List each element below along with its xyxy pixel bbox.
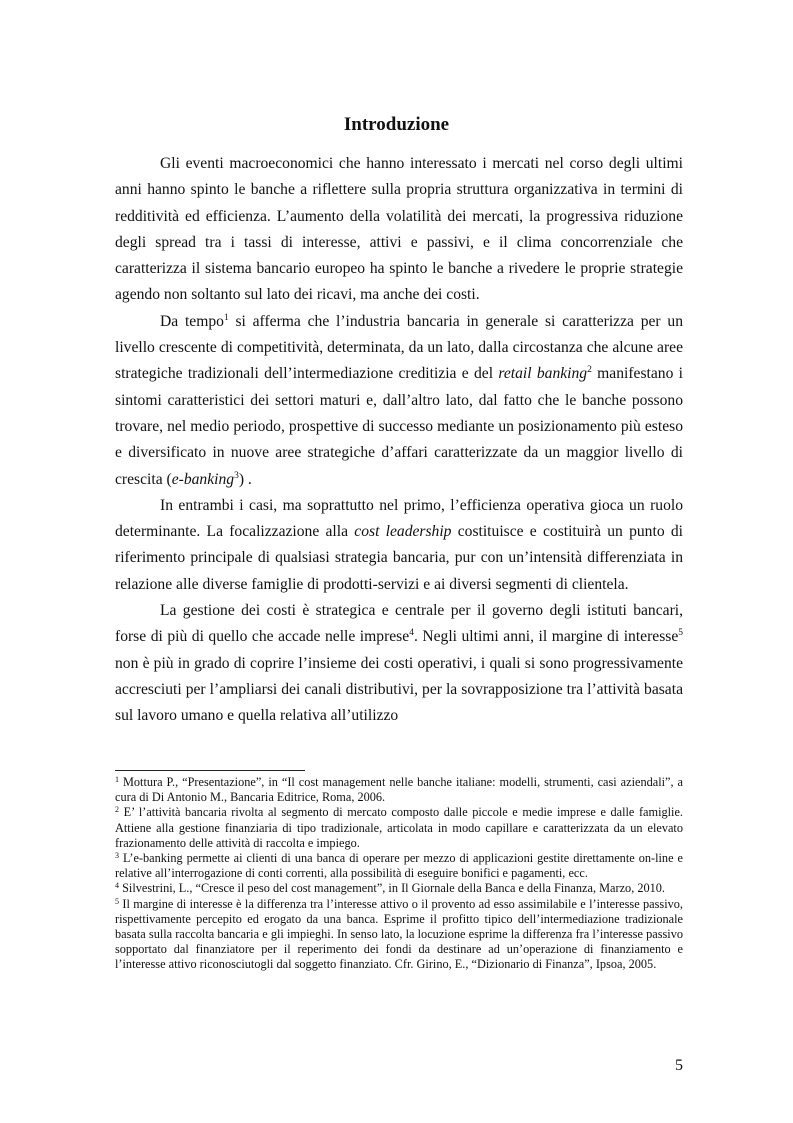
term-cost-leadership: cost leadership (354, 523, 452, 541)
paragraph-3 (115, 493, 683, 598)
paragraph-2-text-b: si afferma che l’industria bancaria in generale si caratterizza per un livello crescente di competitività, determinata, da un lato, dalla circostanza che alcune aree strategiche tradizionali dell’intermediazione creditizia e del (115, 312, 683, 383)
paragraph-3-text-a: In entrambi i casi, ma soprattutto nel primo, l’efficienza operativa gioca un ruolo determinante. La focalizzazione alla (115, 496, 683, 541)
page-number: 5 (675, 1057, 683, 1074)
footnote-number: 1 (115, 775, 119, 784)
paragraph-2-text-a: Da tempo (160, 312, 224, 330)
footnote-ref-4[interactable]: 4 (409, 628, 414, 639)
paragraph-4 (115, 598, 683, 729)
footnote-text: L’e-banking permette ai clienti di una banca di operare per mezzo di applicazioni gestite direttamente on-line e relative all’interrogazione di conti correnti, alla possibilità di eseguire bonifici e pagamenti, ecc. (115, 851, 683, 881)
paragraph-4-text-c: non è più in grado di coprire l’insieme dei costi operativi, i quali si sono progressivamente accresciuti per l’ampliarsi dei canali distributivi, per la sovrapposizione tra l’attività basata sul lavoro umano e quella relativa all’utilizzo (115, 654, 683, 725)
footnote-text: Mottura P., “Presentazione”, in “Il cost management nelle banche italiane: modelli, strumenti, casi aziendali”, a cura di Di Antonio M., Bancaria Editrice, Roma, 2006. (115, 775, 683, 805)
footnote-text: Il margine di interesse è la differenza tra l’interesse attivo o il provento ad esso assimilabile e l’interesse passivo, rispettivamente percepito ed erogato da una banca. Esprime il profitto tipico dell’intermediazione tradizionale basata sulla raccolta bancaria e gli impieghi. In senso lato, la locuzione esprime la differenza fra l’interesse passivo sopportato dal finanziatore per il reperimento dei fondi da destinare ad un’operazione di finanziamento e l’interesse attivo riconosciutogli dal soggetto finanziato. Cfr. Girino, E., “Dizionario di Finanza”, Ipsoa, 2005. (115, 896, 683, 972)
page-title: Introduzione (343, 114, 450, 135)
footnote-number: 4 (115, 881, 119, 891)
footnote-text: Silvestrini, L., “Cresce il peso del cost management”, in Il Giornale della Banca e della Finanza, Marzo, 2010. (119, 881, 666, 896)
paragraph-4-text-a: La gestione dei costi è strategica e centrale per il governo degli istituti bancari, forse di più di quello che accade nelle imprese (115, 602, 683, 646)
paragraph-4-text-b: . Negli ultimi anni, il margine di interesse (413, 628, 679, 646)
paragraph-2 (115, 309, 683, 493)
footnotes (115, 775, 683, 973)
footnote-separator (115, 770, 305, 771)
footnote-ref-1[interactable]: 1 (223, 312, 229, 323)
footnote-text: E’ l’attività bancaria rivolta al segmento di mercato composto dalle piccole e medie imprese e dalle famiglie. Attiene alla gestione finanziaria di tipo tradizionale, articolata in modo capillare e caratterizzata da un elevato frazionamento delle attività di raccolta e impiego. (115, 805, 683, 850)
paragraph-1 (115, 151, 683, 309)
footnote-ref-5[interactable]: 5 (678, 628, 684, 639)
body-text (115, 151, 683, 730)
footnote-number: 5 (115, 896, 119, 906)
paragraph-2-text-d: ) . (238, 470, 252, 488)
footnote-1 (115, 775, 683, 805)
paragraph-1-text: Gli eventi macroeconomici che hanno interessato i mercati nel corso degli ultimi anni hanno spinto le banche a riflettere sulla propria struttura organizzativa in termini di redditività ed efficienza. L’aumento della volatilità dei mercati, la progressiva riduzione degli spread tra i tassi di interesse, attivi e passivi, e il clima concorrenziale che caratterizza il sistema bancario europeo ha spinto le banche a rivedere le proprie strategie agendo non soltanto sul lato dei ricavi, ma anche dei costi. (115, 155, 683, 304)
footnote-ref-2[interactable]: 2 (587, 365, 592, 376)
term-e-banking: e-banking (171, 470, 235, 488)
footnote-number: 2 (115, 805, 119, 815)
paragraph-3-text-b: costituisce e costituirà un punto di riferimento principale di qualsiasi strategia bancaria, pur con un’intensità differenziata in relazione alle diverse famiglie di prodotti-servizi e ai diversi segmenti di clientela. (115, 523, 683, 593)
footnote-5 (115, 897, 683, 973)
footnote-ref-3[interactable]: 3 (234, 470, 239, 481)
footnote-3 (115, 851, 683, 881)
footnote-2 (115, 805, 683, 851)
footnote-4 (115, 881, 683, 896)
footnote-number: 3 (115, 851, 119, 861)
paragraph-2-text-c: manifestano i sintomi caratteristici dei settori maturi e, dall’altro lato, dal fatto che le banche possono trovare, nel medio periodo, prospettive di successo mediante un posizionamento più esteso e diversificato in nuove aree strategiche d’affari caratterizzate da un maggior livello di crescita ( (115, 365, 684, 488)
term-retail-banking: retail banking (498, 365, 588, 383)
